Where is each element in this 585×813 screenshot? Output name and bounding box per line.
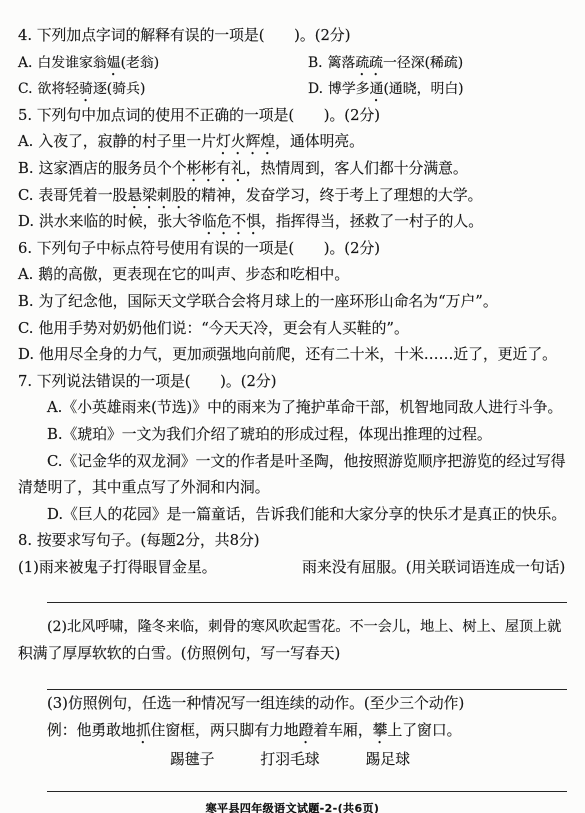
choice-item: 踢毽子 — [170, 750, 215, 768]
q4-options-row-1 — [18, 50, 567, 77]
option-text: ，指挥得当，拯救了一村子的人。 — [261, 213, 483, 231]
option-note: 逐(骑兵) — [92, 81, 146, 98]
q7-option-b — [18, 422, 567, 449]
option-label: A. — [18, 266, 34, 284]
option-text: 的精神，发奋学习，终于考上了理想的大学。 — [186, 186, 483, 204]
option-note: (通晓，明白) — [383, 81, 464, 98]
emphasized-word: 灯火辉煌 — [215, 133, 276, 151]
option-label: B. — [18, 292, 34, 310]
q4-options-row-2 — [18, 76, 567, 103]
option-label: D. — [308, 81, 324, 98]
item-label: (1) — [18, 558, 39, 576]
option-text: 这家酒店的服务员个个 — [38, 159, 187, 177]
option-label: C. — [18, 81, 33, 98]
option-text: 他用手势对奶奶他们说：“今天天冷，更会有人买鞋的”。 — [38, 319, 409, 337]
choice-item: 踢足球 — [365, 750, 411, 768]
sentence-b-group — [302, 555, 565, 582]
option-text: 表哥凭着一股 — [38, 186, 128, 204]
emphasized-word: 疏疏 — [355, 54, 384, 71]
q6-option-a — [18, 262, 567, 289]
q7-option-d — [18, 502, 567, 529]
q7-option-c-continued — [18, 475, 567, 502]
option-note: (老翁) — [120, 54, 160, 71]
q8-item-3-example — [18, 718, 567, 745]
q4-option-d — [308, 76, 585, 103]
option-text: 入夜了，寂静的村子里一片 — [38, 133, 216, 151]
option-text: 《巨人的花园》是一篇童话，告诉我们能和大家分享的快乐才是真正的快乐。 — [63, 505, 567, 523]
option-label: C. — [18, 319, 34, 337]
option-text: 《小英雄雨来(节选)》中的雨来为了掩护革命干部，机智地同敌人进行斗争。 — [62, 399, 563, 417]
choice-item: 打羽毛球 — [260, 750, 320, 768]
q4-option-c — [18, 76, 308, 103]
example-text: 住窗框，两只脚有力地 — [150, 722, 299, 740]
option-label: B. — [47, 425, 63, 443]
item-instruction: (用关联词语连成一句话) — [405, 558, 566, 576]
option-label: C. — [18, 186, 34, 204]
example-text: 他勇敢地 — [76, 722, 136, 740]
q4-option-a — [18, 50, 308, 77]
page-footer: 寒平县四年级语文试题-2-(共6页) — [205, 802, 380, 813]
option-label: A. — [18, 133, 34, 151]
item-text: 仿照例句，任选一种情况写一组连续的动作。(至少三个动作) — [67, 695, 465, 713]
option-label: C. — [47, 452, 63, 470]
option-label: A. — [18, 54, 33, 71]
emphasized-word: 媪 — [106, 54, 121, 71]
q8-item-2-continued — [18, 641, 567, 668]
q5-option-c — [18, 183, 567, 210]
emphasized-word: 蹬 — [298, 722, 314, 740]
example-text: 着车厢， — [313, 722, 373, 740]
option-text: 《琥珀》一文为我们介绍了琥珀的形成过程，体现出推理的过程。 — [62, 425, 492, 443]
exam-content — [18, 23, 567, 792]
q7-stem: 7. 下列说法错误的一项是( )。(2分) — [18, 372, 277, 390]
sentence-a: 雨来被鬼子打得眼冒金星。 — [38, 558, 217, 576]
option-text: 《记金华的双龙洞》一文的作者是叶圣陶，他按照游览顺序把游览的经过写得 — [62, 452, 566, 470]
example-label: 例： — [47, 722, 77, 740]
q6-option-d — [18, 342, 567, 369]
item-text: 积满了厚厚软软的白雪。 — [18, 645, 181, 663]
item-instruction: (仿照例句，写一写春天) — [180, 645, 341, 663]
q4-option-b — [308, 50, 585, 77]
q6-stem: 6. 下列句子中标点符号使用有误的一项是( )。(2分) — [18, 239, 381, 257]
emphasized-word: 悬梁刺股 — [127, 186, 187, 204]
emphasized-word: 通 — [369, 81, 384, 98]
option-text: ，通体明亮。 — [275, 133, 364, 151]
q5-option-a — [18, 129, 567, 156]
q6-option-c — [18, 316, 567, 343]
option-text: 博学多 — [328, 81, 370, 98]
option-note: 一径深(稀疏) — [383, 54, 464, 71]
q5-option-d — [18, 209, 567, 236]
option-text: 为了纪念他，国际天文学联合会将月球上的一座环形山命名为“万户”。 — [38, 292, 498, 310]
q8-stem: 8. 按要求写句子。(每题2分，共8分) — [18, 532, 260, 550]
option-text: 清楚明了，其中重点写了外洞和内洞。 — [18, 479, 270, 497]
item-label: (2) — [47, 619, 68, 636]
option-text: 他用尽全身的力气，更加顽强地向前爬，还有二十米，十米……近了，更近了。 — [39, 346, 557, 364]
q8-item-1 — [18, 555, 567, 582]
option-label: B. — [18, 159, 34, 177]
emphasized-word: 抓 — [135, 722, 151, 740]
option-text: ，热情周到，客人们都十分满意。 — [245, 159, 468, 177]
option-label: B. — [308, 54, 323, 71]
q8-item-2 — [18, 614, 567, 641]
option-text: 篱落 — [327, 54, 356, 71]
answer-line — [47, 689, 567, 691]
option-text: 洪水来临的时候，张大爷 — [39, 213, 202, 231]
q5-stem: 5. 下列句中加点词的使用不正确的一项是( )。(2分) — [18, 106, 381, 124]
option-label: A. — [47, 399, 63, 417]
answer-line — [47, 602, 567, 604]
option-label: D. — [18, 213, 35, 231]
q6-option-b — [18, 289, 567, 316]
emphasized-word: 骑 — [79, 81, 93, 98]
item-text: 北风呼啸，隆冬来临，刺骨的寒风吹起雪花。不一会儿，地上、树上、屋顶上就 — [67, 619, 562, 636]
q5-option-b — [18, 156, 567, 183]
q8-item-3-choices — [18, 747, 567, 774]
emphasized-word: 临危不惧 — [201, 213, 262, 231]
emphasized-word: 攀 — [372, 722, 388, 740]
q8-item-3 — [18, 691, 567, 718]
item-label: (3) — [47, 695, 68, 713]
q4-stem: 4. 下列加点字词的解释有误的一项是( )。(2分) — [18, 27, 351, 44]
option-label: D. — [47, 505, 64, 523]
option-text: 鹅的高傲，更表现在它的叫声、步态和吃相中。 — [38, 266, 350, 284]
option-label: D. — [18, 346, 35, 364]
example-text: 上了窗口。 — [387, 722, 462, 740]
q7-option-a — [18, 395, 567, 422]
option-text: 欲将轻 — [37, 81, 80, 98]
answer-line — [47, 791, 567, 793]
sentence-b: 雨来没有屈服。 — [302, 558, 406, 576]
option-text: 白发谁家翁 — [37, 54, 107, 71]
emphasized-word: 彬彬有礼 — [186, 159, 246, 177]
q7-option-c — [18, 449, 567, 476]
